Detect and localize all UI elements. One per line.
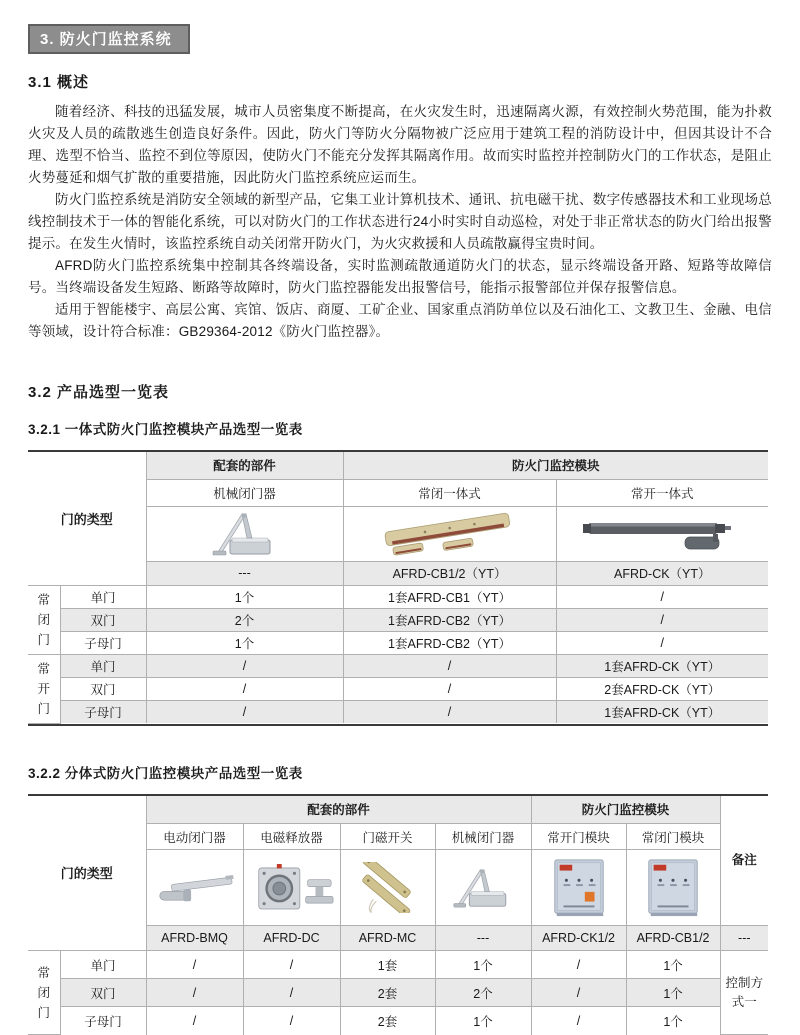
column-header: 常闭一体式 bbox=[343, 479, 556, 506]
column-header: 电磁释放器 bbox=[243, 824, 340, 850]
table-cell: / bbox=[531, 951, 626, 979]
table-cell: / bbox=[146, 979, 243, 1007]
normally-closed-integrated-image bbox=[355, 508, 545, 560]
electromagnetic-releaser-image bbox=[247, 862, 337, 913]
product-image-cell bbox=[343, 506, 556, 561]
model-cell: AFRD-CK1/2 bbox=[531, 926, 626, 951]
table-cell: / bbox=[146, 951, 243, 979]
table-cell: / bbox=[343, 654, 556, 677]
table-cell: / bbox=[146, 700, 343, 723]
column-header: 机械闭门器 bbox=[146, 479, 343, 506]
door-kind-cell: 双门 bbox=[60, 677, 146, 700]
section-header-row bbox=[28, 24, 772, 54]
monitor-module-group-header: 防火门监控模块 bbox=[531, 796, 720, 824]
accessories-group-header: 配套的部件 bbox=[146, 796, 531, 824]
door-kind-cell: 双门 bbox=[60, 979, 146, 1007]
door-kind-cell: 子母门 bbox=[60, 700, 146, 723]
mechanical-door-closer-image bbox=[442, 865, 524, 911]
model-cell: AFRD-DC bbox=[243, 926, 340, 951]
model-cell: AFRD-MC bbox=[340, 926, 435, 951]
column-header: 门磁开关 bbox=[340, 824, 435, 850]
table-cell: 2套 bbox=[340, 979, 435, 1007]
table-cell: / bbox=[146, 677, 343, 700]
column-header: 机械闭门器 bbox=[435, 824, 531, 850]
table2-heading: 3.2.2 分体式防火门监控模块产品选型一览表 bbox=[28, 765, 303, 781]
door-kind-cell: 子母门 bbox=[60, 631, 146, 654]
table-cell: 1套 bbox=[340, 951, 435, 979]
table-cell: / bbox=[531, 979, 626, 1007]
door-kind-cell: 单门 bbox=[60, 654, 146, 677]
table-cell: 2套AFRD-CK（YT） bbox=[556, 677, 768, 700]
door-type-header: 门的类型 bbox=[28, 452, 146, 585]
overview-heading: 3.1 概述 bbox=[28, 74, 90, 91]
product-image-cell bbox=[556, 506, 768, 561]
selection-heading: 3.2 产品选型一览表 bbox=[28, 384, 170, 401]
table-cell: 1个 bbox=[146, 585, 343, 608]
product-image-cell bbox=[243, 850, 340, 926]
split-module-table-wrap bbox=[28, 794, 768, 1035]
model-cell: AFRD-CB1/2（YT） bbox=[343, 561, 556, 585]
door-kind-cell: 单门 bbox=[60, 951, 146, 979]
door-group-label: 常开门 bbox=[28, 654, 60, 723]
table-cell: 1套AFRD-CK（YT） bbox=[556, 700, 768, 723]
model-cell: AFRD-CK（YT） bbox=[556, 561, 768, 585]
electric-door-closer-image bbox=[150, 864, 240, 911]
table-cell: / bbox=[146, 1007, 243, 1035]
table-cell: 1套AFRD-CB2（YT） bbox=[343, 608, 556, 631]
table-cell: / bbox=[243, 979, 340, 1007]
table1-heading: 3.2.1 一体式防火门监控模块产品选型一览表 bbox=[28, 422, 303, 437]
paragraph: AFRD防火门监控系统集中控制其各终端设备，实时监测疏散通道防火门的状态，显示终端设备开路、短路等故障信号。当终端设备发生短路、断路等故障时，防火门监控器能发出报警信号，能指示报警部位并保存报警信息。 bbox=[28, 258, 772, 295]
section-title-bar: 3. 防火门监控系统 bbox=[28, 24, 190, 54]
paragraph: 随着经济、科技的迅猛发展，城市人员密集度不断提高，在火灾发生时，迅速隔离火源，有效控制火势范围，能为扑救火灾及人员的疏散逃生创造良好条件。因此，防火门等防火分隔物被广泛应用于建筑工程的消防设计中，但因其设计不合理、选型不恰当、监控不到位等原因，使防火门不能充分发挥其隔离作用。故而实时监控并控制防火门的工作状态，是阻止火势蔓延和烟气扩散的重要措施，因此防火门监控系统应运而生。 bbox=[28, 104, 772, 185]
column-header: 常闭门模块 bbox=[626, 824, 720, 850]
paragraph: 适用于智能楼宇、高层公寓、宾馆、饭店、商厦、工矿企业、国家重点消防单位以及石油化工、文教卫生、金融、电信等领域，设计符合标准：GB29364-2012《防火门监控器》。 bbox=[28, 302, 772, 339]
product-image-cell bbox=[435, 850, 531, 926]
door-group-label: 常闭门 bbox=[28, 585, 60, 654]
overview-paragraphs bbox=[28, 101, 772, 343]
table-cell: / bbox=[243, 1007, 340, 1035]
door-type-header: 门的类型 bbox=[28, 796, 146, 951]
integrated-module-selection-table bbox=[28, 452, 768, 724]
table-cell: 1个 bbox=[146, 631, 343, 654]
door-kind-cell: 双门 bbox=[60, 608, 146, 631]
table-cell: / bbox=[531, 1007, 626, 1035]
column-header: 常开一体式 bbox=[556, 479, 768, 506]
normally-closed-door-module-image bbox=[642, 857, 704, 919]
product-image-cell bbox=[146, 850, 243, 926]
model-cell: --- bbox=[435, 926, 531, 951]
door-kind-cell: 子母门 bbox=[60, 1007, 146, 1035]
product-image-cell bbox=[626, 850, 720, 926]
model-cell: AFRD-CB1/2 bbox=[626, 926, 720, 951]
remark-model-cell: --- bbox=[720, 926, 768, 951]
product-image-cell bbox=[340, 850, 435, 926]
normally-open-integrated-image bbox=[567, 511, 757, 557]
table-cell: 2套 bbox=[340, 1007, 435, 1035]
mechanical-door-closer-image bbox=[200, 509, 290, 559]
split-module-selection-table bbox=[28, 796, 768, 1035]
monitor-module-group-header: 防火门监控模块 bbox=[343, 452, 768, 479]
table-cell: / bbox=[556, 585, 768, 608]
table-cell: / bbox=[146, 654, 343, 677]
table-cell: 1个 bbox=[435, 951, 531, 979]
table-cell: 1套AFRD-CB1（YT） bbox=[343, 585, 556, 608]
table-cell: 1个 bbox=[626, 979, 720, 1007]
table-cell: 2个 bbox=[146, 608, 343, 631]
accessories-group-header: 配套的部件 bbox=[146, 452, 343, 479]
table-cell: / bbox=[343, 677, 556, 700]
paragraph: 防火门监控系统是消防安全领域的新型产品，它集工业计算机技术、通讯、抗电磁干扰、数字传感器技术和工业现场总线控制技术于一体的智能化系统，可以对防火门的工作状态进行24小时实时自动巡检，对处于非正常状态的防火门给出报警提示。在发生火情时，该监控系统自动关闭常开防火门，为火灾救援和人员疏散赢得宝贵时间。 bbox=[28, 192, 772, 251]
product-image-cell bbox=[146, 506, 343, 561]
door-magnetic-switch-image bbox=[344, 862, 432, 913]
column-header: 电动闭门器 bbox=[146, 824, 243, 850]
table-cell: 2个 bbox=[435, 979, 531, 1007]
product-image-cell bbox=[531, 850, 626, 926]
door-group-label: 常闭门 bbox=[28, 951, 60, 1035]
table-cell: 1个 bbox=[435, 1007, 531, 1035]
table-cell: / bbox=[343, 700, 556, 723]
model-cell: --- bbox=[146, 561, 343, 585]
door-kind-cell: 单门 bbox=[60, 585, 146, 608]
normally-open-door-module-image bbox=[548, 857, 610, 919]
table-cell: / bbox=[556, 608, 768, 631]
control-mode-remark: 控制方式一 bbox=[720, 951, 768, 1035]
table-cell: 1套AFRD-CB2（YT） bbox=[343, 631, 556, 654]
model-cell: AFRD-BMQ bbox=[146, 926, 243, 951]
table-cell: / bbox=[556, 631, 768, 654]
remark-header: 备注 bbox=[720, 796, 768, 926]
integrated-module-table-wrap bbox=[28, 450, 768, 726]
table-cell: 1个 bbox=[626, 951, 720, 979]
table-cell: / bbox=[243, 951, 340, 979]
column-header: 常开门模块 bbox=[531, 824, 626, 850]
table-cell: 1个 bbox=[626, 1007, 720, 1035]
table-cell: 1套AFRD-CK（YT） bbox=[556, 654, 768, 677]
